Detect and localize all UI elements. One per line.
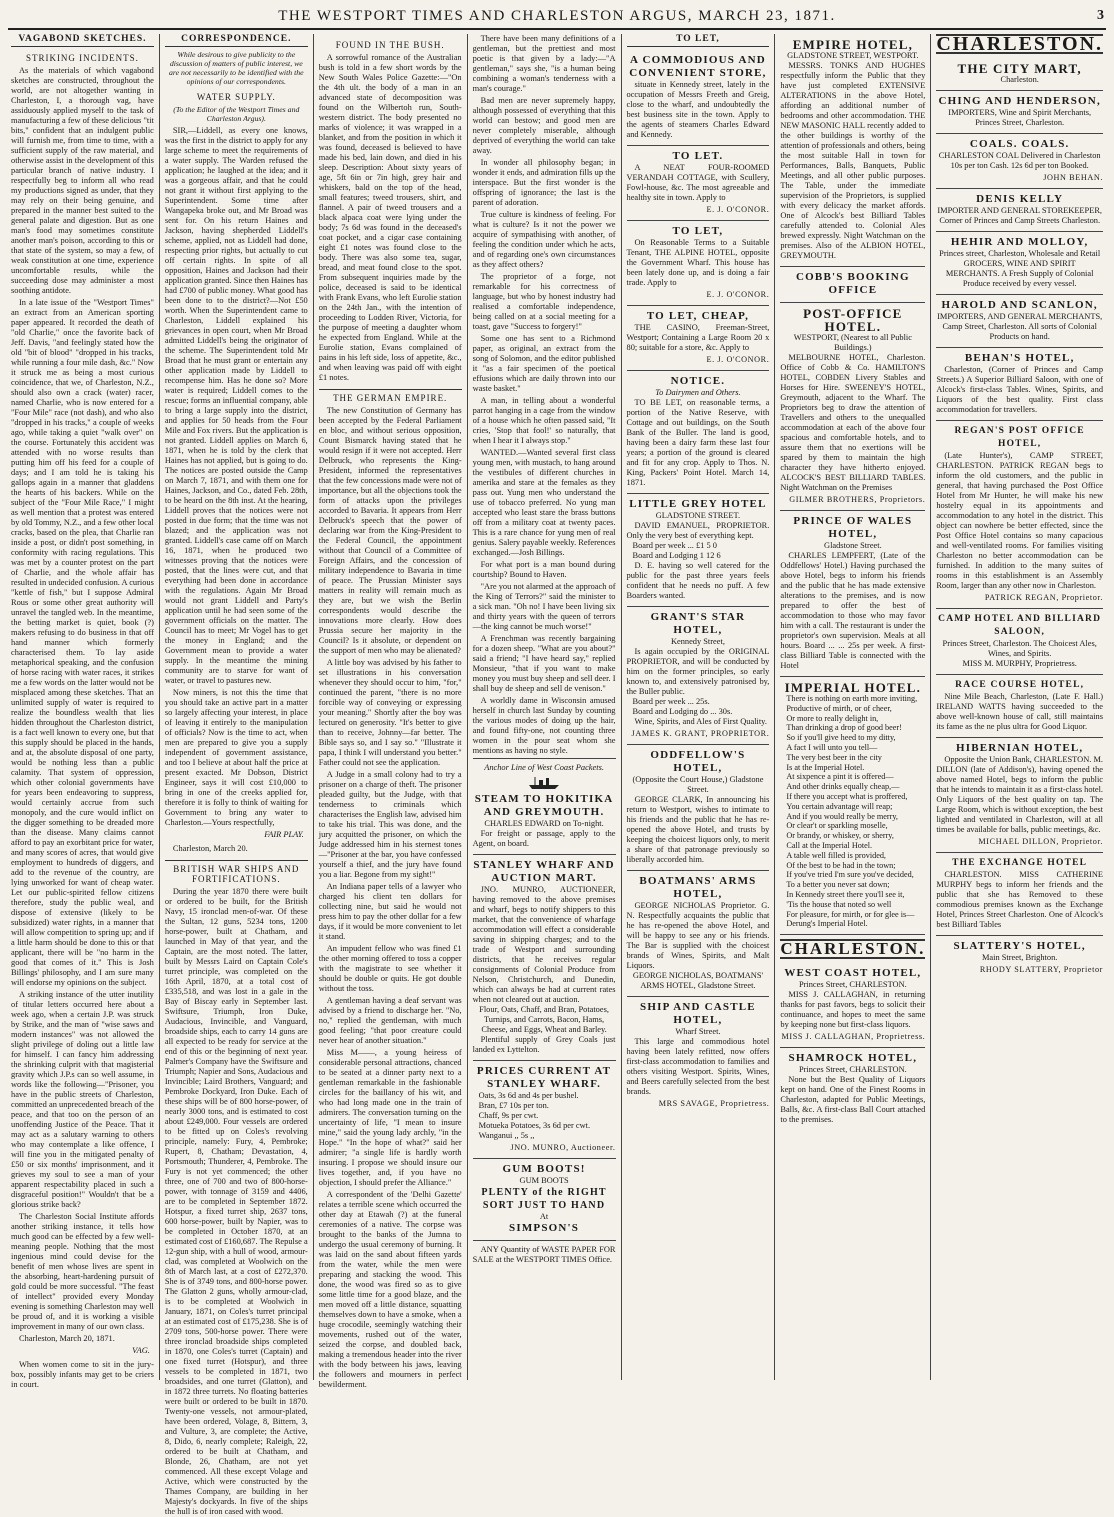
ad-notice xyxy=(627,371,770,494)
verse-line: Or clear't or sparkling moselle, xyxy=(786,821,888,831)
article-heading: STRIKING INCIDENTS. xyxy=(25,53,139,63)
ad-title: RACE COURSE HOTEL, xyxy=(955,680,1085,690)
section-heading: CORRESPONDENCE. xyxy=(165,34,308,47)
article-paragraph: A correspondent of the 'Delhi Gazette' relates a terrible scene which occurred the other day at Etawah (?) at the funeral ceremonies of a native. The corpse was brought to the banks of the Jumna to undergo the usual ceremony of burning. It was laid on the sand about fifteen yards from the water, while the men were preparing and stacking the wood. This done, the wood was fired so as to give some little time for a good blaze, and the men moved off a little distance, squatting themselves down to have a smoke, when a huge crocodile, seemingly watching their movements, rushed out of the water, seized the corpse, and doubled back, making a tremendous header into the river with the body between his jaws, leaving the followers and mourners in perfect bewilderment. xyxy=(318,1190,462,1389)
ad-title: HIBERNIAN HOTEL, xyxy=(955,742,1084,754)
editorial-disclaimer: While desirous to give publicity to the discussion of matters of public interest, we are not necessarily to be identified with the opinions of our correspondents. xyxy=(169,50,304,86)
ad-store-to-let xyxy=(627,50,770,146)
article-paragraph: As the materials of which vagabond sketches are constructed, throughout the world, are not altogether wanting in Charleston, I, a thorough vag, have assiduously applied myself to the task of manufacturing a few of these delicious "tit bits," confident that an indulgent public will furnish me, from time to time, with a sufficient supply of the raw material, and otherwise assist in the development of this particular branch of native industry. I respectfully beg to inform all who read my productions signed as under, that they may rely on their being genuine, and prepared in the manner best suited to the general palate and digestion. But as one man's food may sometimes constitute another man's poison, according to this or that state of the system, so may a few, of weak constitution at one time, experience uncomfortable results, while the succeeding dose may administer a most soothing antidote. xyxy=(11,66,154,295)
price-row: Wanganui ,, 5s ,, xyxy=(478,1131,535,1140)
dateline: Charleston, March 20, 1871. xyxy=(19,1334,115,1343)
ad-coals xyxy=(936,134,1103,189)
column-to-let-ads xyxy=(622,34,776,1380)
page-columns xyxy=(6,33,1108,1516)
page-number: 3 xyxy=(1097,8,1104,23)
verse-line: Of the best to be had in the town; xyxy=(786,860,896,870)
ad-body: TO BE LET, on reasonable terms, a portion of the Native Reserve, with Cottage and out buildings, on the South Bank of the Buller. The land is good, having been a dairy farm these last four years; a portion of the ground is cleared and fit for any crop. Apply to Thos. N. King, Packers' Point Hotel. March 14, 1871. xyxy=(626,398,770,487)
ad-signature: E. J. O'CONOR. xyxy=(706,355,770,364)
article-paragraph: Bad men are never supremely happy, although possessed of everything that this world can bestow; and good men are never completely miserable, although deprived of everything the world can take away. xyxy=(472,96,616,155)
verse-line: 'Tis the house that noted so well xyxy=(786,899,892,909)
ad-title: CHING AND HENDERSON, xyxy=(938,95,1101,107)
column-correspondence xyxy=(160,34,314,1516)
ad-signature: MICHAEL DILLON, Proprietor. xyxy=(978,837,1104,846)
ad-body: IMPORTER AND GENERAL STOREKEEPER, Corner of Princes and Camp Streets Charleston. xyxy=(937,206,1103,225)
ad-body: CHARLESTON COAL Delivered in Charleston 10s per ton Cash. 12s 6d per ton Booked. xyxy=(938,151,1101,170)
ad-gum-boots xyxy=(473,1159,616,1241)
verse-line: If you've tried I'm sure you've decided, xyxy=(786,870,914,880)
ad-signature: JAMES K. GRANT, PROPRIETOR. xyxy=(631,729,770,738)
verse-line: Is at the Imperial Hotel. xyxy=(786,762,865,772)
letter-dateline: Charleston, March 20. xyxy=(172,844,248,853)
ad-title: EMPIRE HOTEL, xyxy=(792,37,914,52)
ad-behans-hotel xyxy=(936,348,1103,421)
ad-auction-mart xyxy=(473,855,616,1061)
column-hotel-ads xyxy=(775,34,931,1380)
letter-paragraph: SIR,—Liddell, as every one knows, was the first in the district to apply for any large scheme to meet the requirements of a water supply. The Warden refused the application; he laughed at the idea; and it was a gorgeous affair, and that he could not grant it without first applying to the Superintendent. Some time after Wangapeka broke out, and Mr Broad was sent for. On his return Haines and Jackson, having shepherded Liddell's scheme, applied, not as Liddell had done, respecting prior rights, but actually to cut off certain rights. In spite of all opposition, Haines and Jackson had their application granted. Since then Haines has had £700 of public money. What good has been done to to the district?—Not £50 worth. When the Superintendent came to Charleston, Liddell explained his grievances in open court, when Mr Broad admitted Liddell's being the originator of the scheme. The Superintendent told Mr Broad that he must grant or entertain any other application made by Liddell to recompense him. Has he done so? More water is required; Liddell comes to the rescue; forms an influential company, able to bring a large supply into the district, and applies for 50 heads from the Four Mile and Fox rivers. But the application is not granted. Liddell applies on March 6, 1871, when he is told by the clerk that Haines has not applied, but is going to do. The notices are posted outside the Camp on March 7, 1871, and with them one for Haines, Jackson, and Co., dated Feb. 28th, to be heard on the 8th inst. At the hearing, Liddell proves that the notices were not posted in due form; that the time was not blazed; and the application was not granted. Liddell's case came off on March 16, 1871, when he produced two witnesses proving that the notices were posted, that the lines were cut, and that everything had been done in accordance with the regulations. Again Mr Broad would not grant Liddell and Party's application until he had seen some of the government officials on the matter. The Council has to meet; Mr Vogel has to get the money in England; and the Government mean to provide a water supply. In the meantime the mining community are to starve for want of water, or travel to pastures new. xyxy=(164,126,308,685)
ad-body: IMPORTERS, Wine and Spirit Merchants, Princes Street, Charleston. xyxy=(948,108,1092,127)
ad-title: WEST COAST HOTEL, xyxy=(784,967,922,980)
ad-signature: PATRICK REGAN, Proprietor. xyxy=(984,593,1104,602)
ad-imperial-hotel xyxy=(780,677,925,935)
ad-body: MESSRS. TONKS AND HUGHES respectfully inform the Public that they have just completed EXTENSIVE ALTERATIONS in the above Hotel, affording an additional number of bedrooms and other accommodation. THE NEW MASONIC HALL recently added to the other buildings is worthy of the attention of professionals and others, being the most suitable Hall in town for Performances, Balls, Banquets, Public Meetings, and all other public purposes. The Table, under the immediate supervision of the Proprietors, is supplied with every delicacy the market affords. One of Alcock's best Billiard Tables carefully attended to. Colonial Ales brewed expressly. Night Watchman on the premises. Also of the ALBION HOTEL, GREYMOUTH. xyxy=(780,61,926,260)
price-row: Oats, 3s 6d and 4s per bushel. xyxy=(478,1091,579,1100)
ad-title: THE EXCHANGE HOTEL xyxy=(952,858,1088,868)
ad-body: MISS J. CALLAGHAN, in returning thanks for past favors, begs to solicit their continuance, and hopes to meet the same by keeping none but first-class liquors. xyxy=(780,990,926,1030)
ad-body: A NEAT FOUR-ROOMED VERANDAH COTTAGE, with Scullery, Fowl-house, &c. The most agreeable and healthy site in town. Apply to xyxy=(626,163,770,202)
ad-waste-paper xyxy=(473,1241,616,1270)
ad-title: STEAM TO HOKITIKA AND GREYMOUTH. xyxy=(474,793,614,818)
article-paragraph: During the year 1870 there were built or ordered to be built, for the British Navy, 15 ironclad men-of-war. Of these the Sultan, 12 guns, 5234 tons, 1200 horse-power, built at Chatham, and launched in May of that year, and the Captain, are the most noted. The latter, built by Messrs Laird on Captain Cole's turret principle, was completed on the 16th April, 1870, at a total cost of £335,518, and was lost in a gale in the Bay of Biscay early in September last. Swiftsure, Triumph, Iron Duke, Audacious, Invincible, and Vanguard, broadside ships, each to carry 14 guns are all expected to be ready for service at the end of this or the beginning of next year. Palmer's Company have the Swiftsure and Triumph; Napier and Sons, Audacious and Invincible; Laird Brothers, Vanguard; and Pembroke Dockyard, Iron Duke. Each of these ships will be of 800 horse-power, of nearly 3000 tons, and is estimated to cost about £249,000. Four vessels are ordered to be fitted up on Coles's revolving principle, namely: Fury, 4, Pembroke; Rupert, 8, Chatham; Devastation, 4, Portsmouth; Thunderer, 4, Pembroke. The Fury is not yet commenced; the other three, one of 700 and two of 800-horse-power, with tonnage of 3159 and 4406, are to be completed in September 1872. Hotspur, a fixed turret ship, 2637 tons, 600 horse-power, built by Napier, was to be completed in October 1870, at an estimated cost of £160,687. The Repulse a 12-gun ship, with a hull of wood, armour-clad, was completed at Woolwich on the 8th of March last, at a cost of £272,370. She is of 3749 tons, and 800-horse power. The Glatton 2 guns, wholly armour-clad, is to be completed at Woolwich in January, 1871, on Coles's turret principal at an estimated cost of £175,238. She is of 2709 tons, 500-horse power. There were three ironclad broadside ships completed in 1870, one Coles's turret (Captain) and one fixed turret (Hotspur), and three vessels to be completed in 1871, two broadsides, and one turret (Glatton), and in 1872 three turrets. No floating batteries were built or ordered to be built in 1870. Twenty-one vessels, not armour-plated, have been ordered, Volage, 8, Bittern, 3, and Vulture, 3, are complete; the Active, 8, Dido, 6, nearly complete; Raleigh, 22, ordered to be built at Chatham, and Blonde, 26, Chatham, are not yet commenced. All these except Volage and Active, which were constructed by the Thames Company, are building in her Majesty's dockyards. In five of the ships the hull is of iron cased with wood. xyxy=(164,887,308,1516)
newspaper-title: THE WESTPORT TIMES AND CHARLESTON ARGUS, MARCH 23, 1871. xyxy=(278,8,836,24)
ad-title: BEHAN'S HOTEL, xyxy=(964,352,1075,364)
ad-title: IMPERIAL HOTEL. xyxy=(784,680,922,695)
price-row: Bran, £7 10s per ton. xyxy=(478,1101,549,1110)
article-heading: BRITISH WAR SHIPS AND FORTIFICATIONS. xyxy=(165,860,308,884)
ad-subheading: Kennedy Street, xyxy=(670,637,725,646)
ad-title: DENIS KELLY xyxy=(976,193,1064,205)
ad-body: ANY Quantity of WASTE PAPER FOR SALE at the WESTPORT TIMES Office. xyxy=(472,1245,616,1264)
verse-line: To a better you never sat down; xyxy=(786,880,890,890)
article-paragraph: A gentleman having a deaf servant was advised by a friend to discharge her. "No, no," replied the gentleman, with much good feeling; "that poor creature could never hear of another situation." xyxy=(318,996,462,1045)
article-paragraph: WANTED.—Wanted several first class young men, with mustach, to hang around the vestibules of different churches in amerika and stare at the females as they pass out. Yung men who understand the use of tobacco preferred. No yung man accepted who least stare the brass buttons off from a military coat at twenty paces. This is a rare chance for yung men of real genius. Salery payable weekly. References exchanged.—Josh Billings. xyxy=(472,448,616,557)
advert-verse xyxy=(780,694,925,929)
ad-signature: MISS J. CALLAGHAN, Proprietress. xyxy=(781,1032,926,1042)
ad-title: TO LET, xyxy=(672,225,724,237)
article-paragraph: True culture is kindness of feeling. For what is culture? Is it not the power we acquire of sympathising with another, of feeling the condition under which he acts, and of regarding one's own circumstances as they affect others? xyxy=(472,210,616,269)
ad-title: SHIP AND CASTLE HOTEL, xyxy=(640,1001,756,1026)
verse-line: So if you'll give heed to my ditty, xyxy=(786,733,896,743)
ad-body: (Late Hunter's), CAMP STREET, CHARLESTON. PATRICK REGAN begs to inform the old customers, and the public in general, that having purchased the Post Office Hotel from Mr Hunter, he will make his new hostelry equal in its appointments and accommodation to any hotel in the district. This object can nowhere be better effected, since the Post Office Hotel contains so many capacious and well-ventilated rooms. For families visiting Charleston no better accommodation can be furnished. In addition to the many suites of rooms in this establishment is an Assembly Room, larger than any other now in Charleston. xyxy=(936,451,1104,590)
ad-race-course-hotel xyxy=(936,675,1103,738)
signature: VAG. xyxy=(132,1346,150,1355)
ad-title: CAMP HOTEL AND BILLIARD SALOON, xyxy=(938,614,1102,637)
article-paragraph: A striking instance of the utter inutility of titular letters occurred here about a week ago, when a certain J.P. was struck by Strike, and the man of "wise saws and modern instances" was not allowed the slight privilege of doling out a little law for himself. I can fancy him addressing the shrinking culprit with that magisterial gravity which J.P.s can so well assume, in words like the following—"Prisoner, you have in the public streets of Charleston, committed an unprecedented breach of the peace, and that too on the person of an unoffending Justice of the Peace. That it may act as a salutary warning to others who may contemplate a like offence, I will fine you in the mitigated penalty of £50 or six months' imprisonment, and it grieves my soul to see a man of your apparent respectability placed in such a disgraceful position!" Wouldn't that be a glorious strike back? xyxy=(11,990,154,1209)
section-banner: CHARLESTON. xyxy=(780,939,926,959)
ad-signature: MRS SAVAGE, Proprietress. xyxy=(658,1099,770,1108)
ad-body: For freight or passage, apply to the Agent, on board. xyxy=(472,829,616,848)
section-heading: VAGABOND SKETCHES. xyxy=(11,34,154,47)
price-list xyxy=(473,1091,616,1141)
ad-subheading: Wharf Street. xyxy=(675,1027,721,1036)
ad-body: situate in Kennedy street, lately in the occupation of Messrs Freeth and Greig, close to the wharf, and undoubtedly the best business site in the town. Apply to the agents of steamers Charles Edward and Kennedy. xyxy=(626,80,770,139)
ad-line: GUM BOOTS xyxy=(519,1176,569,1185)
verse-line: And if you would really be merry, xyxy=(786,811,898,821)
masthead xyxy=(8,4,1106,30)
price-row: Motueka Potatoes, 3s 6d per cwt. xyxy=(478,1121,591,1130)
ad-body: This large and commodious hotel having been lately refitted, now offers first-class accommodation to families and others visiting Westport. Spirits, Wines, and Beers carefully selected from the best brands. xyxy=(626,1037,770,1096)
ad-line: CHARLES EDWARD on To-night. xyxy=(484,819,604,828)
ad-body: MELBOURNE HOTEL, Charleston. Office of Cobb & Co. HAMILTON'S HOTEL, COBDEN Livery Stables and Horses for Hire. SWEENEY'S HOTEL, Greymouth, adjacent to the Wharf. The Proprietors beg to draw the attention of Travellers and others to the unequalled accommodation at each of the above four spacious and comfortable hotels, and to assure them that no exertions will be spared by them to maintain the high character they have hitherto enjoyed. ALCOCK'S BEST BILLIARD TABLES. Night Watchman on the Premises xyxy=(780,353,926,492)
ad-title: PRICES CURRENT AT STANLEY WHARF. xyxy=(476,1065,612,1090)
verse-line: And other drinks equally cheap,— xyxy=(786,782,900,792)
ad-hehir-and-molloy xyxy=(936,232,1103,295)
ad-casino xyxy=(627,306,770,371)
ad-subheading: Princes Street, CHARLESTON. xyxy=(798,1065,907,1075)
price-list xyxy=(627,697,770,717)
verse-line: Call at the Imperial Hotel. xyxy=(786,840,873,850)
ad-body: Main Street, Brighton. xyxy=(981,953,1058,962)
ad-cobbs-booking-office xyxy=(780,267,925,303)
price-list xyxy=(627,541,770,561)
ad-empire-hotel xyxy=(780,34,925,267)
ad-body: On Reasonable Terms to a Suitable Tenant, THE ALPINE HOTEL, opposite the Government Wharf. This house has been lately done up, and is doing a fair trade. Apply to xyxy=(626,238,770,287)
article-paragraph: The proprietor of a forge, not remarkable for his correctness of language, but who by honest industry had realised a comfortable independence, being called on at a social meeting for a toast, gave "Success to forgery!" xyxy=(472,272,616,331)
article-paragraph: "Are you not alarmed at the approach of the King of Terrors?" said the minister to a sick man. "Oh no! I have been living six and thirty years with the queen of terrors—the king cannot be much worse!" xyxy=(472,582,616,631)
letter-paragraph: Now miners, is not this the time that you should take an active part in a matter so largely affecting your interest, in place of leaving it entirely to the manipulation of officials? Now is the time to act, when men are prepared to give you a supply independent of government assistance, and too I believe at about half the price at present exacted. Mr Dobson, District Engineer, says it will cost £10,000 to bring in one of the creeks applied for, therefore it is folly to think of waiting for Government to bring any water to Charleston.—Yours respectfully, xyxy=(164,688,308,827)
ad-body: None but the Best Quality of Liquors kept on hand. One of the Finest Rooms in Charleston, adapted for Public Meetings, Balls, &c. A first-class Ball Court attached to the premises. xyxy=(780,1075,926,1125)
verse-line: Or brandy, or whiskey, or sherry, xyxy=(786,831,894,841)
ad-grants-star-hotel xyxy=(627,607,770,745)
ad-title: TO LET. xyxy=(672,150,724,162)
price-row: Board and Lodging 1 12 6 xyxy=(632,551,721,560)
ad-regans-post-office-hotel xyxy=(936,421,1103,609)
ad-title: NOTICE. xyxy=(670,375,726,387)
ad-body: IMPORTERS, AND GENERAL MERCHANTS, Camp Street, Charleston. All sorts of Colonial Products on hand. xyxy=(937,312,1103,341)
article-paragraph: A Judge in a small colony had to try a prisoner on a charge of theft. The prisoner pleaded guilty, but the Judge, with that tenderness to criminals which characterises the English law, advised him to take his trial. This was done, and the jury acquitted the prisoner, on which the Judge addressed him in his sternest tones—"Prisoner at the bar, you have confessed yourself a thief, and the jury have found you a liar. Begone from my sight!" xyxy=(318,770,462,879)
article-paragraph: A sorrowful romance of the Australian bush is told in a few short words by the New South Wales Police Gazette:—"On the 4th ult. the body of a man in an advanced state of decomposition was found on the Wilbertoh run, South-western district. The body presented no marks of violence; it was wrapped in a blanket, and from the position in which it was found, deceased is believed to have made his bed, lain down, and died in his sleep. Description: About sixty years of age, 5ft 6in or 7in high, grey hair and whiskers, bald on the top of the head, small features; tweed trousers, shirt, and flannel. A pair of tweed trousers and a black alpaca coat were lying under the body; 7s 6d was found in the deceased's coat pocket, and a cigar case containing eight £1 notes was found close to the body. There was also some tea, sugar, bread, and meat found close to the spot. From subsequent inquiries made by the police, deceased is said to be identical with Frank Evans, who left Eurolie station on the 24th Jan., with the intention of proceeding to Lodden River, Victoria, for the purpose of meeting a daughter whom he expected from England. While at the Eurolie station, Evans complained of pains in his left side, loss of appetite, &c., and when leaving was paid off with eight £1 notes. xyxy=(318,53,462,382)
ad-footer: Plentiful supply of Grey Coals just landed ex Lyttelton. xyxy=(472,1035,616,1054)
ad-signature: RHODY SLATTERY, Proprietor xyxy=(979,965,1104,974)
ad-exchange-hotel xyxy=(936,853,1103,936)
column-miscellany-ads xyxy=(468,34,622,1380)
ad-title: STANLEY WHARF AND AUCTION MART. xyxy=(473,859,615,884)
price-row: Board per week ... £1 5 0 xyxy=(632,541,717,550)
ad-title: TO LET, CHEAP, xyxy=(646,310,750,322)
article-paragraph: A worldly dame in Wisconsin amused herself in church last Sunday by counting the various modes of doing up the hair, and found fifty-one, not counting three women in the pour seat whom she mentions as having no style. xyxy=(472,696,616,755)
column-charleston-ads xyxy=(931,34,1108,1380)
letter-addressee: (To the Editor of the Westport Times and Charleston Argus). xyxy=(173,105,300,123)
ad-alpine-hotel xyxy=(627,221,770,306)
letter-signature: FAIR PLAY. xyxy=(264,830,304,839)
article-heading: THE GERMAN EMPIRE. xyxy=(319,389,462,403)
letter-heading: WATER SUPPLY. xyxy=(196,92,276,102)
verse-line: Productive of mirth, or of cheer, xyxy=(786,703,892,713)
ad-subheading: To Dairymen and Others. xyxy=(655,388,741,397)
ad-prices-current xyxy=(473,1061,616,1159)
ad-title: LITTLE GREY HOTEL xyxy=(629,498,767,510)
verse-line: Or more to really delight in, xyxy=(786,713,879,723)
ad-signature: GILMER BROTHERS, Proprietors. xyxy=(789,495,926,504)
ad-title: ODDFELLOW'S HOTEL, xyxy=(650,749,746,774)
ad-packets xyxy=(473,758,616,855)
verse-line: You certain advantage will reap; xyxy=(786,801,893,811)
ad-subheading: Charleston. xyxy=(1000,75,1039,84)
ad-cottage-to-let xyxy=(627,146,770,221)
article-paragraph: For what port is a man bound during courtship? Bound to Haven. xyxy=(472,560,616,579)
price-row: Chaff, 9s per cwt. xyxy=(478,1111,539,1120)
verse-line: A table well filled is provided, xyxy=(786,850,886,860)
article-paragraph: In wonder all philosophy began; in wonder it ends, and admiration fills up the interspace. But the first wonder is the offspring of ignorance; the last is the parent of adoration. xyxy=(472,158,616,207)
ad-subheading: (Opposite the Court House,) Gladstone Street. xyxy=(632,775,764,794)
article-paragraph: In a late issue of the "Westport Times" an extract from an American sporting paper appeared. It recorded the death of "old Charlie," once the favorite back of Jeff. Davis, "and feelingly stated how the old "bit of blood" "dropped in his tracks, while running a four mile dash, &c." Now it struck me as being a most curious coincidence, that we, of Charleston, N.Z., should also own a crack (water) racer, named Charlie, who is now entered for a "Four Mile" race (not dash), and who also "dropped in his tracks," a couple of weeks ago, while taking a quiet "walk over" on the course. Fortunately this accident was attended with no worse results than putting him off his feed for a couple of days; and I am told he is taking his gallops again in a manner that gladdens the hearts of his backers. While on the subject of the "Four Mile Race," I might as well mention that a protest was entered by old Tommy, N.Z., and a few other local cracks, based on the plea, that Charlie ran inside a post, or didn't post something, in conformity with racing regulations. This was met by a counter protest on the part of Charlie, and the whole affair has resulted in undecided confusion. A curious "kettle of fish," but I suppose Admiral Rous or some other great authority will unravel the tangled web. In the meantime, the betting market is quiet, book (?) makers refusing to do business in that off hand manner which formerly characterised them. To lay aside metaphorical speaking, and the confusion of horse racing with water races, it strikes me a few words on the latter would not be misplaced among these sketches. That an unlimited supply of water is required to realize the boundless wealth that lies hidden throughout the Charleston district, is a fact well known to every one, but that this supply should be placed in the hands, and at, the absolute disposal of one party, would be nothing less than a public calamity. That system of oppression, which other colonial governments have for years been endeavoring to suppress, would certainly accrue from such monopoly, and the cure would inflict on the digger something to be dreaded more than the disease. Many claims cannot afford to pay an exorbitant price for water, and many scores of acres, that would give employment to hundreds of diggers, and add to the revenue of the country, are lying unworked for want of cheap water. Let our public-spirited fellow citizens therefore, study the public weal, and dispose of extensive (likely to be subsidized) water rights, in a manner that will allow competition to spring up; and if a little harm should be done to this or that applicant, there will be "no harm in the good that comes of it." This is Josh Billings' philosophy, and I am sure many will endorse my opinions on the subject. xyxy=(11,298,154,987)
ad-subheading: GLADSTONE STREET. xyxy=(655,511,741,520)
ad-denis-kelly xyxy=(936,189,1103,232)
article-paragraph: An impudent fellow who was fined £1 the other morning offered to toss a copper with the magistrate to see whether it should be double or quits. He got double without the toss. xyxy=(318,944,462,993)
ad-signature: JNO. MUNRO, Auctioneer. xyxy=(510,1143,616,1152)
ad-body: Princes street, Charleston, Wholesale and Retail GROCERS, WINE AND SPIRIT MERCHANTS. A Fresh Supply of Colonial Produce received by every vessel. xyxy=(939,249,1101,288)
verse-line: At sixpence a pint it is offered— xyxy=(786,772,894,782)
article-paragraph: A man, in telling about a wonderful parrot hanging in a cage from the window of a house which he often passed said, "It cries, 'Stop that fool!' so naturally, that when I hear it I always stop." xyxy=(472,396,616,445)
ad-oddfellows-hotel xyxy=(627,745,770,871)
article-paragraph: The new Constitution of Germany has been accepted by the Federal Parliament en bloc, and without serious opposition, Count Bismarck having stated that he would resign if it were not accepted. Herr Delbruck, who represents the King-President, informed the representatives that the few concessions made were not of importance, but all the objections took the form of attacks upon the privileges accorded to Bavaria. It appears from Herr Delbruck's speech that the power of declaring war from the King-President to the Federal Council, the appointment without that Council of a Committee of Foreign Affairs, and the concession of military independence to Bavaria in time of peace. The Prussian Minister says matters in reality will remain much as they are, but we wish the Berlin correspondents would describe the innovations more clearly. How does Prussia secure her majority in the Council? Is it absolute, or dependent on the support of men who may be alienated? xyxy=(318,406,462,655)
verse-line: Derung's Imperial Hotel. xyxy=(786,919,868,929)
ad-title: HAROLD AND SCANLON, xyxy=(941,299,1098,311)
ad-body: Is again occupied by the ORIGINAL PROPRIETOR, and will be conducted by him on the former principles, so early known to, and extensively patronised by, the Buller public. xyxy=(626,647,770,696)
article-paragraph: A little boy was advised by his father to set illustrations in his conversation whenever they should occur to him, "for," continued the parent, "there is no more forcible way of conveying or expressing your meaning." Shortly after the boy was lectured on generosity. "It's better to give than to receive, Johnny—far better. The Bible says so, and I say so." "Illustrate it papa, I think I will understand you better." Father could not see the application. xyxy=(318,658,462,767)
price-row: Board and Lodging do ... 30s. xyxy=(632,707,733,716)
ad-body: CHARLESTON. MISS CATHERINE MURPHY begs to inform her friends and the public that she has Removed to these commodious premises known as the Exchange Hotel, Princes Street Charleston. One of Alcock's best Billiard Tables xyxy=(936,870,1104,929)
ad-signature: E. J. O'CONOR. xyxy=(706,290,770,299)
ad-body: JNO. MUNRO, AUCTIONEER, having removed to the above premises and wharf, begs to notify shippers to this market, that the convenience of wharfage accommodation will effect a considerable saving in shipping charges; and to the trade of Westport and surrounding districts, that he receives regular consignments of Colonial Produce from Nelson, Christchurch, and Dunedin, which can always be had at current rates when not cleared out at auction. xyxy=(472,885,616,1004)
price-row: Board per week ... 25s. xyxy=(632,697,710,706)
verse-line: In Kennedy street there you'll see it, xyxy=(786,889,905,899)
ad-body: Princes Street, Charleston. The Choicest Ales, Wines, and Spirits. xyxy=(942,639,1097,658)
article-paragraph: Some one has sent to a Richmond paper, as original, an extract from the song of Solomon, and the editor published it "as a fair specimen of the poetical effusions which are daily thrown into our waste basket." xyxy=(472,334,616,393)
article-heading: FOUND IN THE BUSH. xyxy=(335,40,445,50)
ad-harold-and-scanlon xyxy=(936,295,1103,348)
verse-line: A fact I will unto you tell— xyxy=(786,742,878,752)
ad-body: D. E. having so well catered for the public for the past three years feels confident that he needs no puff. A few Boarders wanted. xyxy=(626,561,770,600)
ad-subheading: WESTPORT, (Nearest to all Public Buildings.) xyxy=(793,333,912,352)
article-paragraph: There have been many definitions of a gentleman, but the prettiest and most poetic is that given by a lady:—"A gentleman," says she, "is a human being combining a woman's tenderness with a man's courage." xyxy=(472,34,616,93)
ad-signature: E. J. O'CONOR. xyxy=(706,205,770,214)
verse-line: If there you accept what is proffered, xyxy=(786,791,908,801)
ad-west-coast-hotel xyxy=(780,963,925,1048)
ad-title: GUM BOOTS! xyxy=(502,1163,586,1175)
ad-line: At xyxy=(539,1212,549,1221)
ad-body: Opposite the Union Bank, CHARLESTON. M. DILLON (late of Addison's), having opened the above named Hotel, begs to inform the public that he intends to maintain it as a first-class hotel. Only Liquors of the best quality on tap. The Large Room, which is without exception, the best lighted and ventilated in Charleston, will at all times be available for balls, public meetings, &c. xyxy=(936,755,1104,834)
ad-signature: GEORGE NICHOLAS, BOATMANS' ARMS HOTEL, Gladstone Street. xyxy=(632,971,764,990)
filler-paragraph: When women come to sit in the jury-box, possibly infants may get to be criers in court. xyxy=(11,1360,154,1389)
ad-title: HEHIR AND MOLLOY, xyxy=(950,236,1089,248)
ad-subheading: Princes Street, CHARLESTON. xyxy=(798,980,907,990)
ad-body: GEORGE CLARK, In announcing his return to Westport, wishes to intimate to his friends and the public that he has re-opened the above Hotel, and trusts by keeping the choicest liquors only, to merit a share of that patronage previously so liberally accorded him. xyxy=(626,795,770,864)
article-paragraph: A Frenchman was recently bargaining for a dozen sheep. "What are you about?" said a friend; "I have heard say," replied Monsieur, "that if you want to make money you must buy sheep and sell deer. I shall buy de sheep and sell de venison." xyxy=(472,634,616,693)
ad-city-mart xyxy=(936,58,1103,91)
ad-title: COALS. COALS. xyxy=(969,138,1070,150)
ad-post-office-hotel xyxy=(780,303,925,511)
article-paragraph: Miss M——, a young heiress of considerable personal attractions, chanced to be seated at a dinner party next to a gentleman remarkable in the fashionable circles for the baillancy of his wit, and who had long made one in the train of admirers. The conversation turning on the uncertainty of life, "I mean to insure mine," said the young lady archly, "in the Hope." "In the hope of what?" said her admirer; "a single life is hardly worth insuring. I propose we should insure our lives together, and, if you have no objection, I should prefer the Alliance." xyxy=(318,1048,462,1187)
ad-body: Nine Mile Beach, Charleston, (Late F. Hall.) IRELAND WATTS having succeeded to the above well-known house of call, still maintains its fame as the ne plus ultra for Good Liquor. xyxy=(936,692,1104,731)
ad-title: REGAN'S POST OFFICE HOTEL, xyxy=(954,426,1085,449)
verse-line: For pleasure, for mirth, or for glee is— xyxy=(786,909,915,919)
ad-title: GRANT'S STAR HOTEL, xyxy=(650,611,746,636)
ad-body: GEORGE NICHOLAS Proprietor. G. N. Respectfully acquaints the public that he has re-opened the above Hotel, and will be happy to see any or his friends. The Bar is supplied with the choicest brands of Wines, Spirits, and Malt Liquors. xyxy=(626,901,770,970)
ad-subheading: Anchor Line of West Coast Packets. xyxy=(484,763,604,772)
column-news xyxy=(314,34,468,1389)
ad-body: CHARLES LEMPFERT, (Late of the Oddfellows' Hotel.) Having purchased the above Hotel, begs to inform his friends and the public that he has made extensive alterations to the premises, and is now prepared to offer the best of accommodation to those who may favor him with a call. The restaurant is under the proprietor's own supervision. Meals at all hours. Board ... ... 25s per week. A first-class Billiard Table is connected with the Hotel xyxy=(780,551,926,670)
verse-line: The very best beer in the city xyxy=(786,752,882,762)
ad-hibernian-hotel xyxy=(936,738,1103,853)
ad-subheading: Gladstone Street. xyxy=(824,541,882,550)
ad-body: Wine, Spirits, and Ales of First Quality. xyxy=(634,717,767,726)
ad-boatmans-arms-hotel xyxy=(627,871,770,997)
ad-camp-hotel xyxy=(936,609,1103,675)
ad-body: Charleston, (Corner of Princes and Camp Streets.) A Superior Billiard Saloon, with one of Alcock's first-class Tables. Wines, Spirits, and Liquors of the best quality. First class accommodation for travellers. xyxy=(936,365,1104,414)
ad-ching-and-henderson xyxy=(936,91,1103,134)
ad-subheading: GLADSTONE STREET, WESTPORT. xyxy=(787,51,919,60)
ad-little-grey-hotel xyxy=(627,494,770,607)
ad-title: COBB'S BOOKING OFFICE xyxy=(796,271,910,296)
ad-prince-of-wales-hotel xyxy=(780,511,925,677)
ad-title: A COMMODIOUS AND CONVENIENT STORE, xyxy=(629,54,767,79)
steamship-icon xyxy=(527,776,561,790)
section-banner: CHARLESTON. xyxy=(936,33,1104,55)
ad-body: PLENTY of the RIGHT SORT JUST TO HAND xyxy=(481,1187,607,1211)
ad-shamrock-hotel xyxy=(780,1048,925,1130)
section-heading: TO LET, xyxy=(627,34,770,47)
ad-title: SHAMROCK HOTEL, xyxy=(788,1052,918,1065)
column-vagabond-sketches xyxy=(6,34,160,1389)
ad-slatterys-hotel xyxy=(936,936,1103,980)
ad-title: POST-OFFICE HOTEL. xyxy=(803,306,903,334)
ad-title: THE CITY MART, xyxy=(957,61,1082,76)
ad-signature: SIMPSON'S xyxy=(509,1222,580,1234)
article-paragraph: An Indiana paper tells of a lawyer who charged his client ten dollars for collecting nine, but said he would not press him to pay the other dollar for a few days, if it would be more convenient to let it stand. xyxy=(318,882,462,941)
ad-title: BOATMANS' ARMS HOTEL, xyxy=(639,875,757,900)
article-paragraph: The Charleston Social Institute affords another striking instance, it tells how much good can be effected by a few well-meaning people. Nothing that the most ingenious mind could devise for the benefit of men whose lives are spent in the absorbing, heart-hardening pursuit of gold could be more successful. "The feast of intellect" provided every Monday evening is something Charleston may well be proud of, and it is working a visible improvement in many of our own class. xyxy=(11,1212,154,1331)
ad-items: Flour, Oats, Chaff, and Bran, Potatoes, Turnips, and Carrots, Bacon, Hams, Cheese, and Eggs, Wheat and Barley. xyxy=(479,1005,609,1034)
verse-line: There is nothing on earth more inviting, xyxy=(786,694,918,703)
ad-title: SLATTERY'S HOTEL, xyxy=(953,940,1086,952)
verse-line: Than drinking a drop of good beer! xyxy=(786,723,902,733)
ad-body: DAVID EMANUEL, PROPRIETOR. Only the very best of everything kept. xyxy=(626,521,770,540)
ad-title: PRINCE OF WALES HOTEL, xyxy=(793,515,913,540)
ad-signature: MISS M. MURPHY, Proprietress. xyxy=(962,659,1077,668)
ad-body: THE CASINO, Freeman-Street, Westport; Containing a Large Room 20 x 80; suitable for a store, &c. Apply to xyxy=(626,323,770,352)
ad-signature: JOHN BEHAN. xyxy=(1043,173,1104,182)
ad-ship-and-castle-hotel xyxy=(627,997,770,1114)
